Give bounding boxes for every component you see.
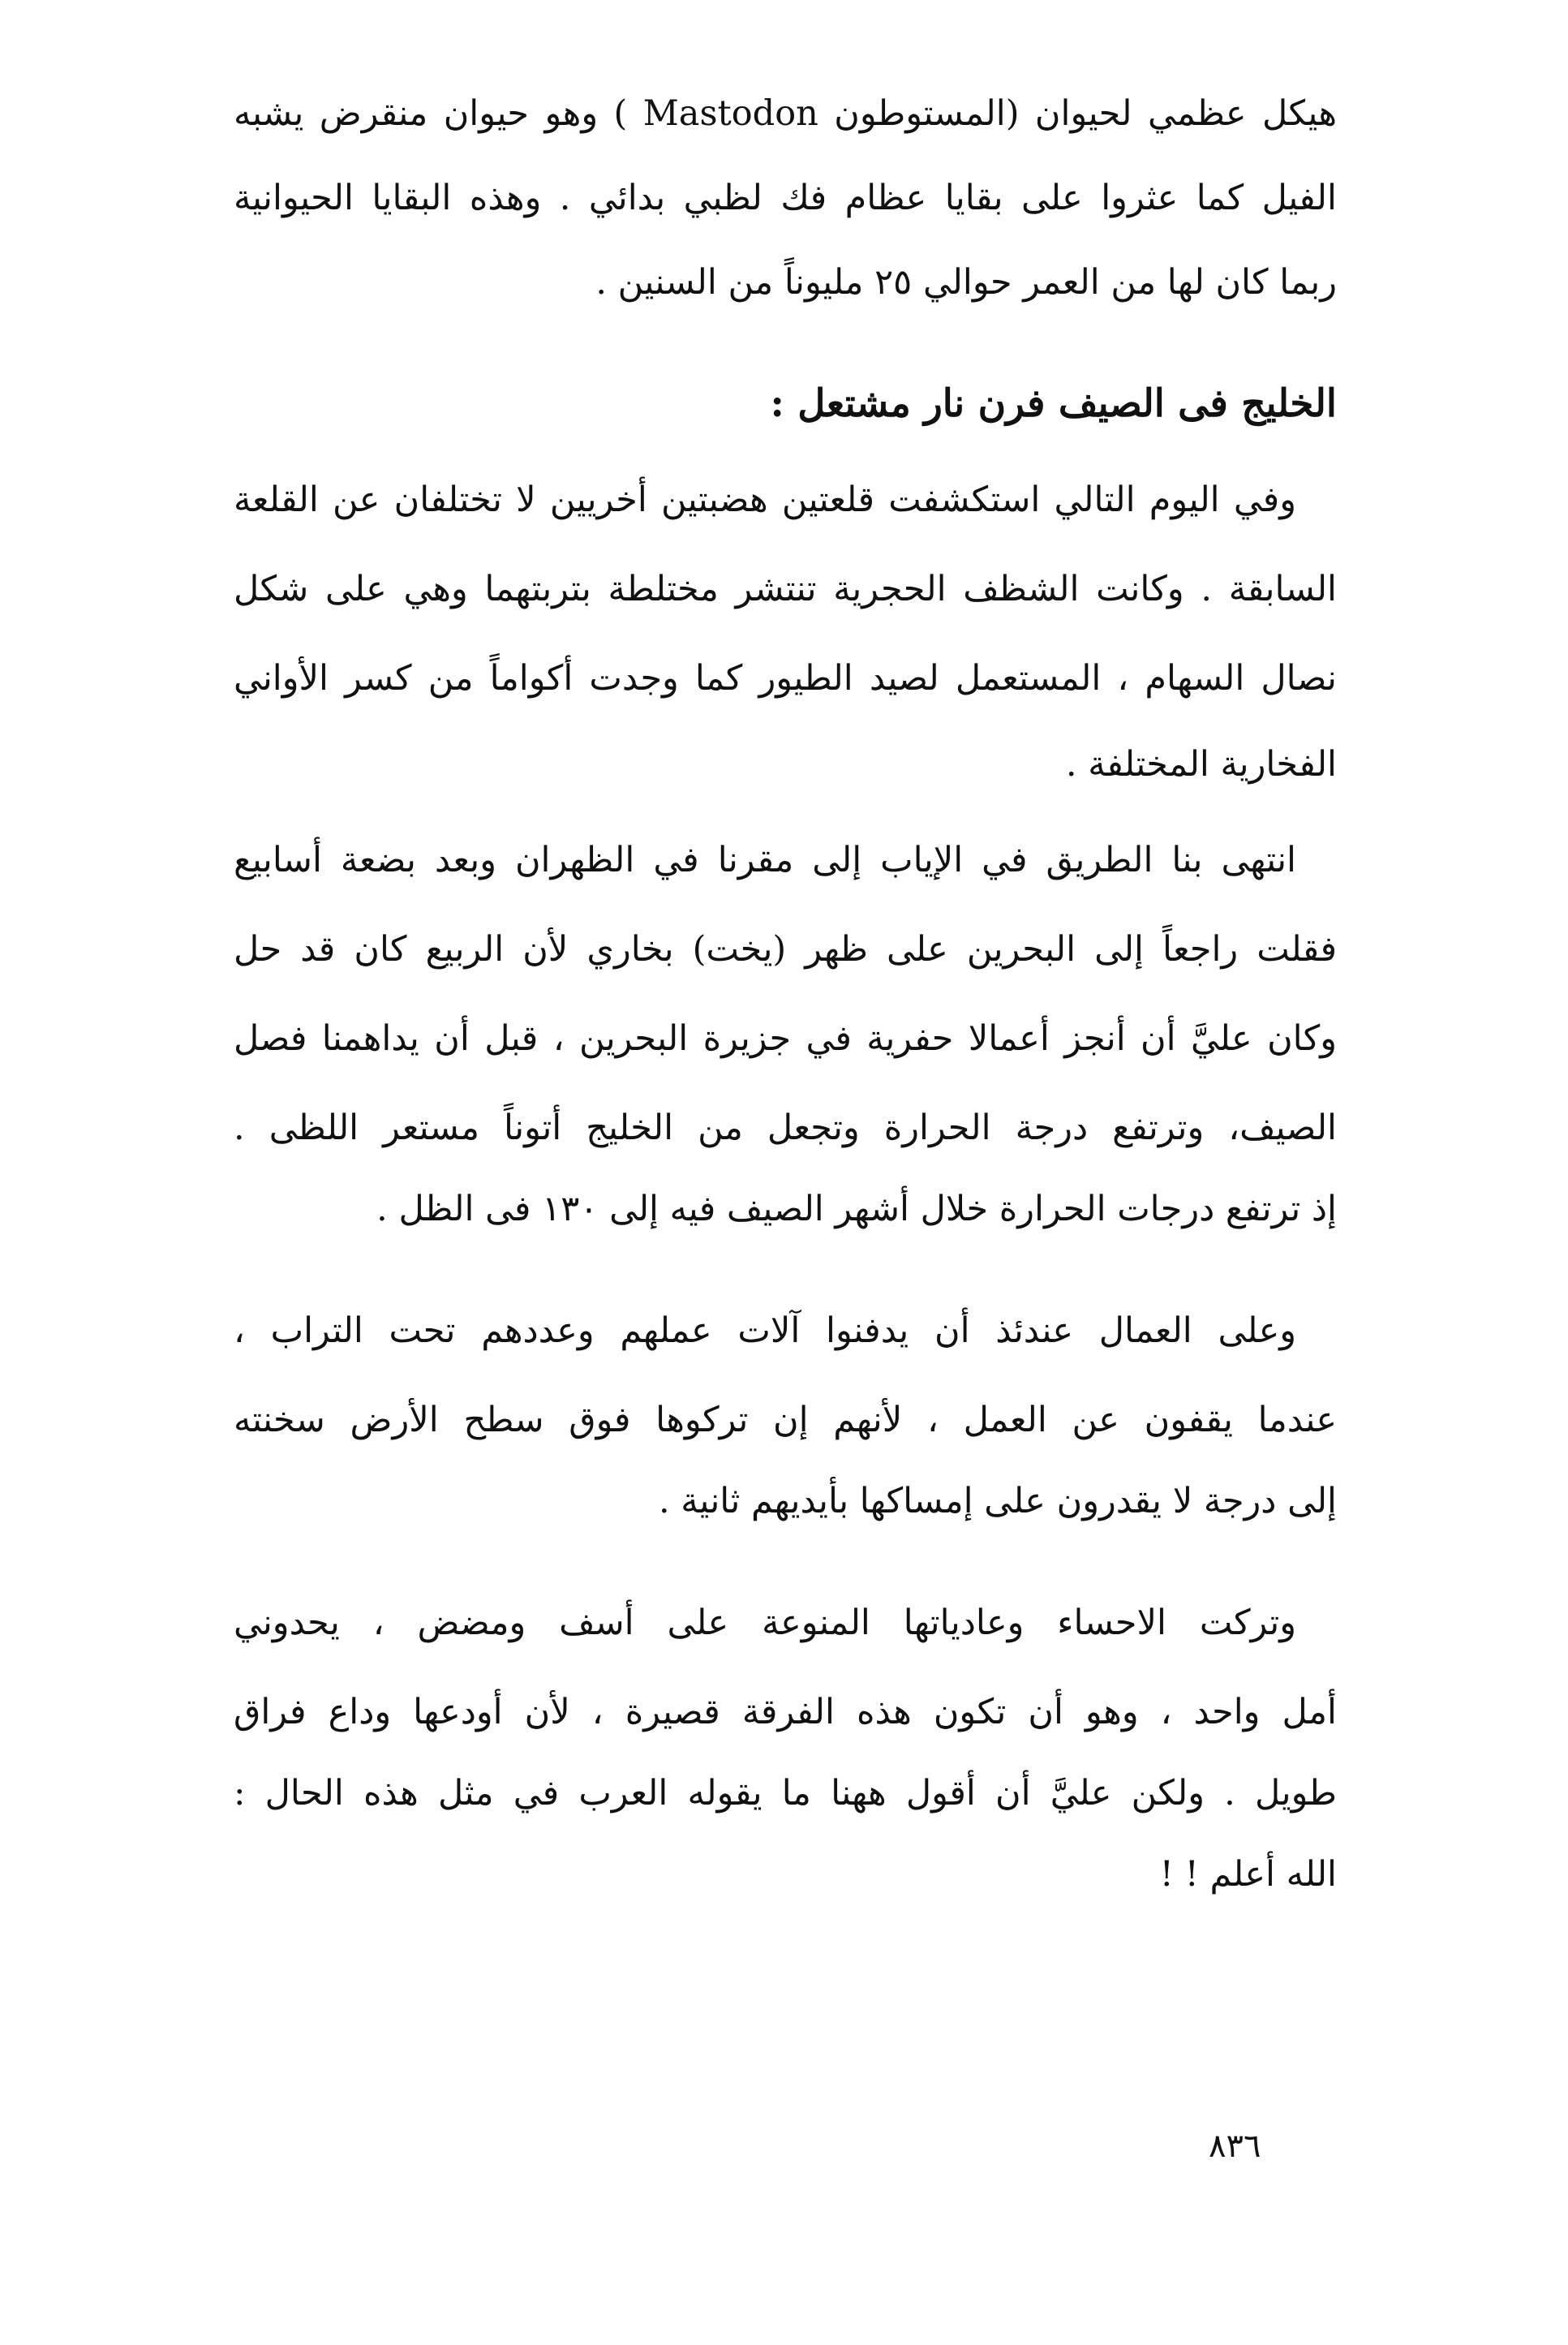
- paragraph-3-line-3: إلى درجة لا يقدرون على إمساكها بأيديهم ثانية .: [658, 1481, 1337, 1521]
- paragraph-2-line-5: إذ ترتفع درجات الحرارة خلال أشهر الصيف فيه إلى ١٣٠ فى الظل .: [376, 1189, 1337, 1229]
- page-number: ٨٣٦: [1209, 2128, 1261, 2165]
- intro-line-3: ربما كان لها من العمر حوالي ٢٥ مليوناً من السنين .: [595, 262, 1337, 303]
- paragraph-1-line-4: الفخارية المختلفة .: [1065, 744, 1337, 785]
- paragraph-4-line-2: أمل واحد ، وهو أن تكون هذه الفرقة قصيرة ، لأن أودعها وداع فراق: [234, 1692, 1337, 1732]
- paragraph-1-line-2: السابقة . وكانت الشظف الحجرية تنتشر مختلطة بتربتهما وهي على شكل: [234, 569, 1337, 609]
- paragraph-4-line-3: طويل . ولكن عليَّ أن أقول ههنا ما يقوله العرب في مثل هذه الحال :: [234, 1773, 1337, 1814]
- section-heading: الخليج فى الصيف فرن نار مشتعل :: [770, 381, 1337, 426]
- paragraph-2-line-4: الصيف، وترتفع درجة الحرارة وتجعل من الخليج أتوناً مستعر اللظى .: [234, 1108, 1337, 1148]
- intro-line-1: هيكل عظمي لحيوان (المستوطون Mastodon ) وهو حيوان منقرض يشبه: [234, 93, 1337, 134]
- paragraph-4-line-1: وتركت الاحساء وعادياتها المنوعة على أسف ومضض ، يحدوني: [234, 1603, 1296, 1643]
- paragraph-2-line-2: فقلت راجعاً إلى البحرين على ظهر (يخت) بخاري لأن الربيع كان قد حل: [234, 929, 1337, 970]
- paragraph-1-line-3: نصال السهام ، المستعمل لصيد الطيور كما وجدت أكواماً من كسر الأواني: [234, 658, 1337, 699]
- paragraph-4-line-4: الله أعلم ! !: [1159, 1854, 1337, 1895]
- paragraph-1-line-1: وفي اليوم التالي استكشفت قلعتين هضبتين أخريين لا تختلفان عن القلعة: [234, 480, 1296, 520]
- paragraph-2-line-3: وكان عليَّ أن أنجز أعمالا حفرية في جزيرة البحرين ، قبل أن يداهمنا فصل: [234, 1018, 1337, 1059]
- paragraph-2-line-1: انتهى بنا الطريق في الإياب إلى مقرنا في الظهران وبعد بضعة أسابيع: [234, 840, 1296, 880]
- intro-line-2: الفيل كما عثروا على بقايا عظام فك لظبي بدائي . وهذه البقايا الحيوانية: [234, 178, 1337, 218]
- paragraph-3-line-2: عندما يقفون عن العمل ، لأنهم إن تركوها فوق سطح الأرض سخنته: [234, 1400, 1337, 1440]
- paragraph-3-line-1: وعلى العمال عندئذ أن يدفنوا آلات عملهم وعددهم تحت التراب ،: [234, 1310, 1296, 1351]
